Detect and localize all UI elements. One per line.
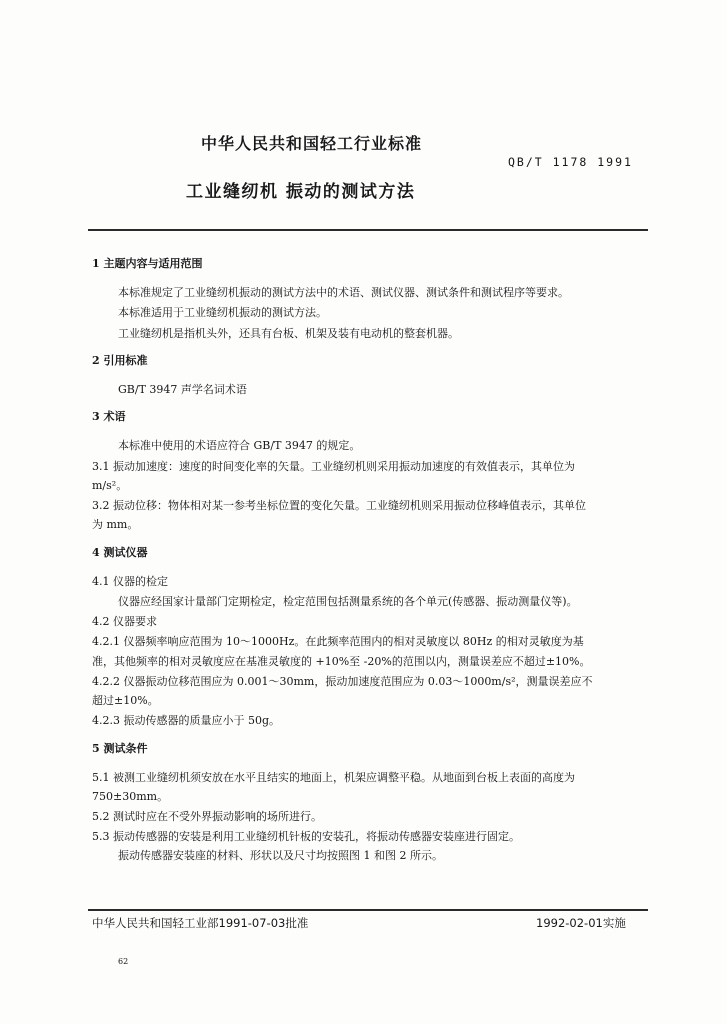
paragraph: 4.2.2 仪器振动位移范围应为 0.001～30mm，振动加速度范围应为 0.03～1000m/s²，测量误差应不: [92, 675, 593, 688]
approval-note: 中华人民共和国轻工业部1991-07-03批准: [92, 916, 309, 930]
top-divider: [88, 229, 648, 231]
paragraph: 5.3 振动传感器的安装是利用工业缝纫机针板的安装孔，将振动传感器安装座进行固定。: [92, 830, 520, 843]
implementation-date: 1992-02-01实施: [536, 916, 626, 930]
paragraph: 工业缝纫机是指机头外，还具有台板、机架及装有电动机的整套机器。: [118, 327, 459, 340]
paragraph: 4.2.1 仪器频率响应范围为 10～1000Hz。在此频率范围内的相对灵敏度以 80Hz 的相对灵敏度为基: [92, 635, 584, 648]
section-4-heading: 4 测试仪器: [92, 546, 148, 559]
issuing-organization: 中华人民共和国轻工行业标准: [201, 134, 423, 153]
footer-divider: [88, 909, 648, 911]
paragraph: 仪器应经国家计量部门定期检定，检定范围包括测量系统的各个单元(传感器、振动测量仪等)。: [118, 595, 578, 608]
page-number: 62: [118, 957, 129, 966]
paragraph: 本标准中使用的术语应符合 GB/T 3947 的规定。: [118, 439, 361, 452]
paragraph: 5.1 被测工业缝纫机须安放在水平且结实的地面上，机架应调整平稳。从地面到台板上表面的高度为: [92, 771, 575, 784]
paragraph: 4.2 仪器要求: [92, 615, 157, 628]
paragraph: 750±30mm。: [92, 790, 169, 803]
paragraph: 4.2.3 振动传感器的质量应小于 50g。: [92, 714, 281, 727]
paragraph: 5.2 测试时应在不受外界振动影响的场所进行。: [92, 810, 322, 823]
section-3-heading: 3 术语: [92, 410, 126, 423]
section-5-heading: 5 测试条件: [92, 742, 148, 755]
document-title: 工业缝纫机 振动的测试方法: [186, 182, 416, 202]
paragraph: 振动传感器安装座的材料、形状以及尺寸均按照图 1 和图 2 所示。: [118, 849, 443, 862]
paragraph: m/s²。: [92, 479, 128, 492]
paragraph: 4.1 仪器的检定: [92, 575, 168, 588]
paragraph: GB/T 3947 声学名词术语: [118, 383, 247, 396]
section-2-heading: 2 引用标准: [92, 354, 148, 367]
paragraph: 3.1 振动加速度：速度的时间变化率的矢量。工业缝纫机则采用振动加速度的有效值表示，其单位为: [92, 460, 575, 473]
paragraph: 本标准规定了工业缝纫机振动的测试方法中的术语、测试仪器、测试条件和测试程序等要求。: [118, 286, 569, 299]
paragraph: 本标准适用于工业缝纫机振动的测试方法。: [118, 306, 327, 319]
paragraph: 为 mm。: [92, 518, 139, 531]
section-1-heading: 1 主题内容与适用范围: [92, 257, 203, 270]
paragraph: 3.2 振动位移：物体相对某一参考坐标位置的变化矢量。工业缝纫机则采用振动位移峰值表示，其单位: [92, 499, 586, 512]
paragraph: 超过±10%。: [92, 694, 159, 707]
standard-code: QB/T 1178 1991: [508, 155, 633, 169]
paragraph: 准，其他频率的相对灵敏度应在基准灵敏度的 +10%至 -20%的范围以内，测量误差应不超过±10%。: [92, 655, 591, 668]
